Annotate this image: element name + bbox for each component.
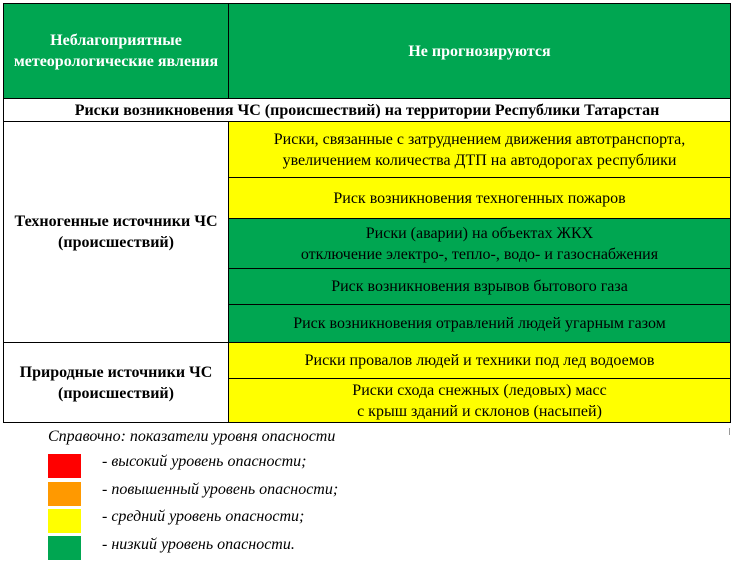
- risk-row: [229, 178, 731, 219]
- technogenic-label-cell: [4, 122, 229, 343]
- legend: [0, 428, 732, 564]
- risk-text: с крыш зданий и склонов (насыпей): [357, 402, 602, 420]
- header-phenomena: [4, 4, 229, 99]
- legend-swatch-elevated: [48, 482, 81, 506]
- risk-text: Риски провалов людей и техники под лед водоемов: [304, 352, 655, 369]
- legend-swatch-medium: [48, 509, 81, 533]
- header-left-text: Неблагоприятные метеорологические явления: [13, 32, 219, 70]
- risk-text: увеличением количества ДТП на автодорогах республики: [282, 151, 677, 169]
- natural-label: Природные источники ЧС (происшествий): [19, 363, 213, 402]
- legend-swatch-low: [48, 536, 81, 560]
- legend-label-elevated: - повышенный уровень опасности;: [102, 481, 339, 498]
- risk-text: Риск возникновения взрывов бытового газа: [331, 278, 628, 295]
- risk-text: Риск возникновения отравлений людей угарным газом: [293, 315, 666, 332]
- risk-text: Риски (аварии) на объектах ЖКХ: [365, 224, 594, 242]
- risk-text: Риски, связанные с затруднением движения автотранспорта,: [273, 130, 686, 148]
- header-right-text: Не прогнозируются: [408, 42, 551, 60]
- risk-text: Риски схода снежных (ледовых) масс: [352, 381, 607, 399]
- header-forecast: [229, 4, 731, 99]
- risk-row: [229, 379, 731, 423]
- risk-row: [229, 122, 731, 178]
- section-title-text: Риски возникновения ЧС (происшествий) на территории Республики Татарстан: [74, 101, 660, 119]
- legend-label-medium: - средний уровень опасности;: [102, 508, 305, 525]
- legend-label-high: - высокий уровень опасности;: [102, 453, 307, 470]
- risk-row: [229, 269, 731, 305]
- risk-table: [3, 3, 731, 423]
- risk-row: [229, 219, 731, 269]
- legend-title: Справочно: показатели уровня опасности: [48, 428, 336, 445]
- legend-label-low: - низкий уровень опасности.: [102, 536, 295, 553]
- natural-label-cell: [4, 343, 229, 423]
- risk-row: [229, 305, 731, 343]
- risk-row: [229, 343, 731, 379]
- risk-text: Риск возникновения техногенных пожаров: [333, 189, 626, 207]
- technogenic-label: Техногенные источники ЧС (происшествий): [14, 213, 218, 251]
- legend-swatch-high: [48, 454, 81, 478]
- risk-text: отключение электро-, тепло-, водо- и газоснабжения: [300, 245, 659, 263]
- section-title: [4, 99, 731, 122]
